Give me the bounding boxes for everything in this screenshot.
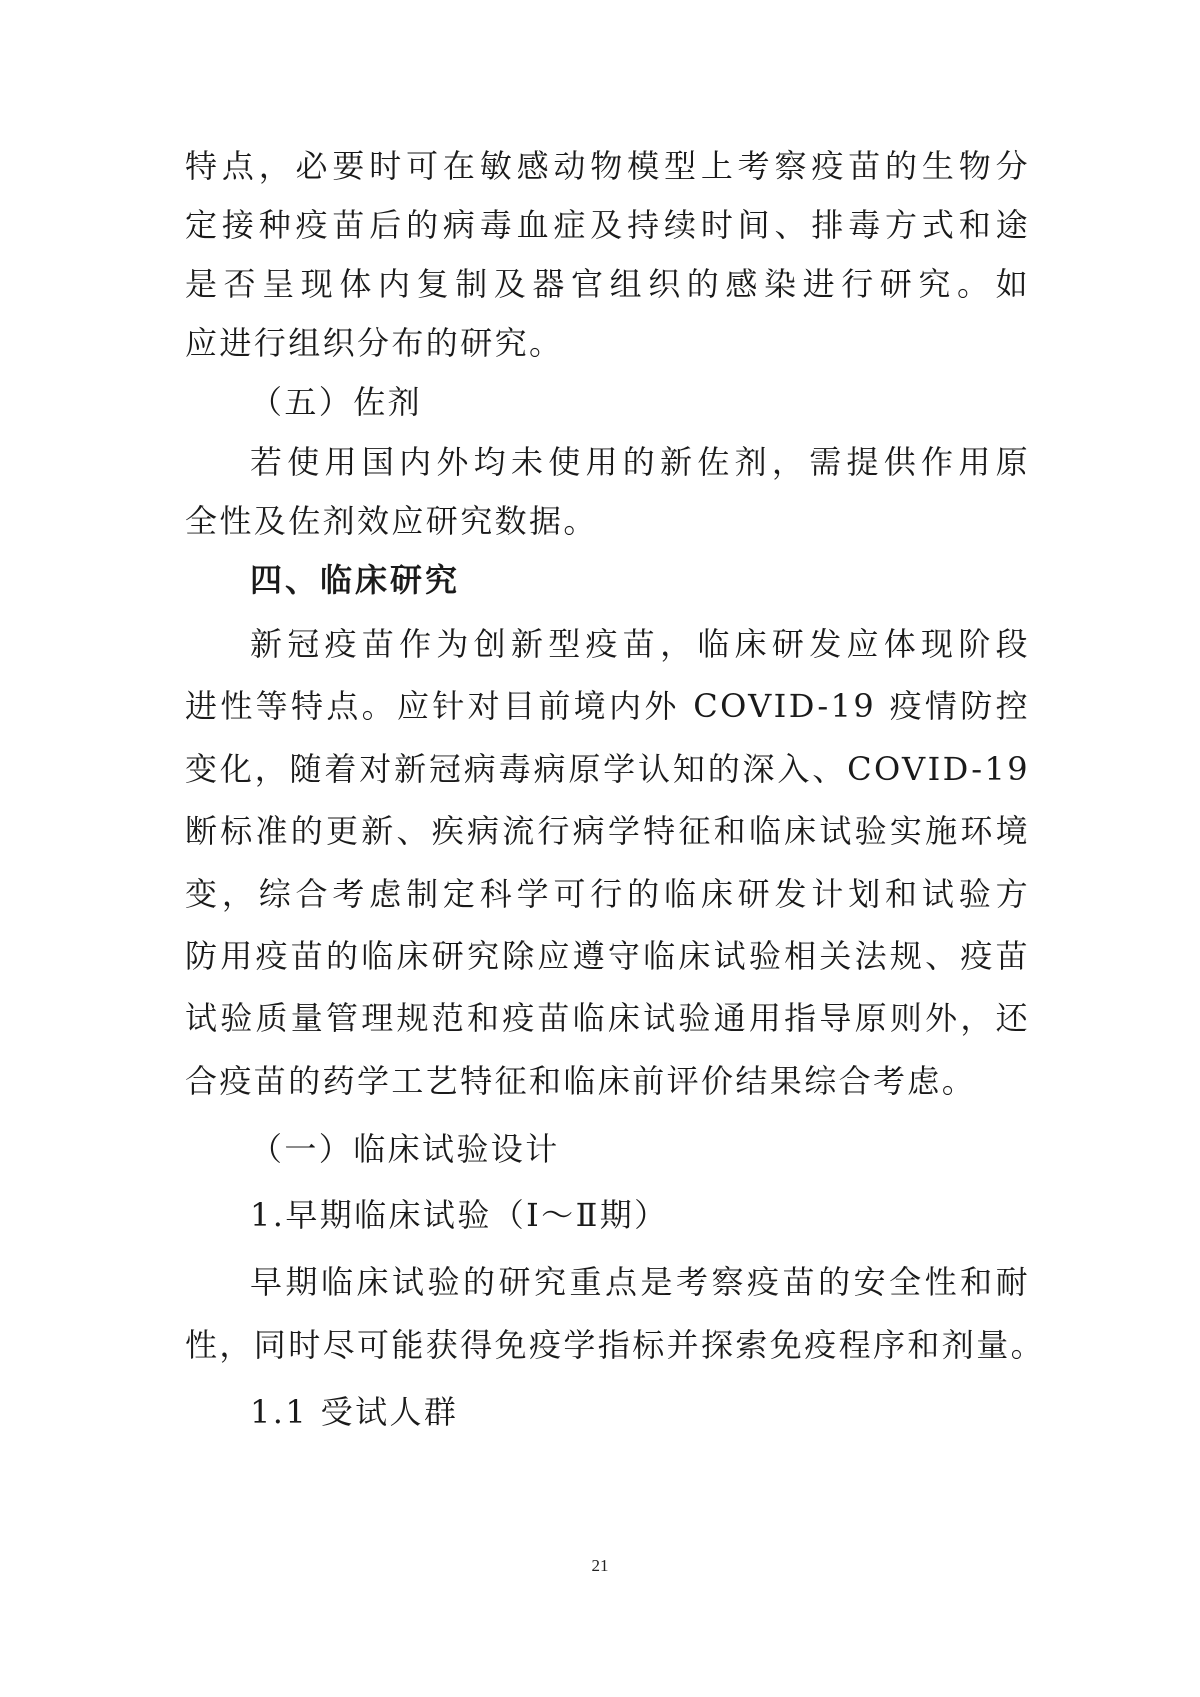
- paragraph-line: 性，同时尽可能获得免疫学指标并探索免疫程序和剂量。: [185, 1326, 1046, 1364]
- subsection-heading-early-trials: 1.早期临床试验（Ⅰ～Ⅱ期）: [250, 1196, 669, 1234]
- chapter-heading-clinical-research: 四、临床研究: [250, 561, 461, 599]
- page-number: 21: [591, 1556, 609, 1575]
- paragraph-line: 变化，随着对新冠病毒病原学认知的深入、COVID-19: [185, 750, 1030, 788]
- paragraph-line: 防用疫苗的临床研究除应遵守临床试验相关法规、疫苗: [185, 937, 1030, 975]
- paragraph-line: 进性等特点。应针对目前境内外 COVID-19 疫情防控: [185, 687, 1030, 725]
- paragraph-line: 全性及佐剂效应研究数据。: [185, 502, 598, 540]
- paragraph-line: 若使用国内外均未使用的新佐剂，需提供作用原: [250, 443, 1030, 481]
- paragraph-line: 试验质量管理规范和疫苗临床试验通用指导原则外，还: [185, 999, 1030, 1037]
- paragraph-line: 早期临床试验的研究重点是考察疫苗的安全性和耐: [250, 1263, 1030, 1301]
- paragraph-line: 新冠疫苗作为创新型疫苗，临床研发应体现阶段: [250, 625, 1030, 663]
- paragraph-line: 断标准的更新、疾病流行病学特征和临床试验实施环境: [185, 812, 1030, 850]
- paragraph-line: 变，综合考虑制定科学可行的临床研发计划和试验方: [185, 875, 1030, 913]
- paragraph-line: 定接种疫苗后的病毒血症及持续时间、排毒方式和途: [185, 206, 1030, 244]
- paragraph-line: 应进行组织分布的研究。: [185, 324, 564, 362]
- paragraph-line: 合疫苗的药学工艺特征和临床前评价结果综合考虑。: [185, 1062, 977, 1100]
- section-heading-adjuvant: （五）佐剂: [250, 383, 423, 421]
- paragraph-line: 是否呈现体内复制及器官组织的感染进行研究。如: [185, 265, 1030, 303]
- subsection-heading-subjects: 1.1 受试人群: [250, 1393, 459, 1431]
- section-heading-trial-design: （一）临床试验设计: [250, 1130, 560, 1168]
- paragraph-line: 特点，必要时可在敏感动物模型上考察疫苗的生物分: [185, 147, 1030, 185]
